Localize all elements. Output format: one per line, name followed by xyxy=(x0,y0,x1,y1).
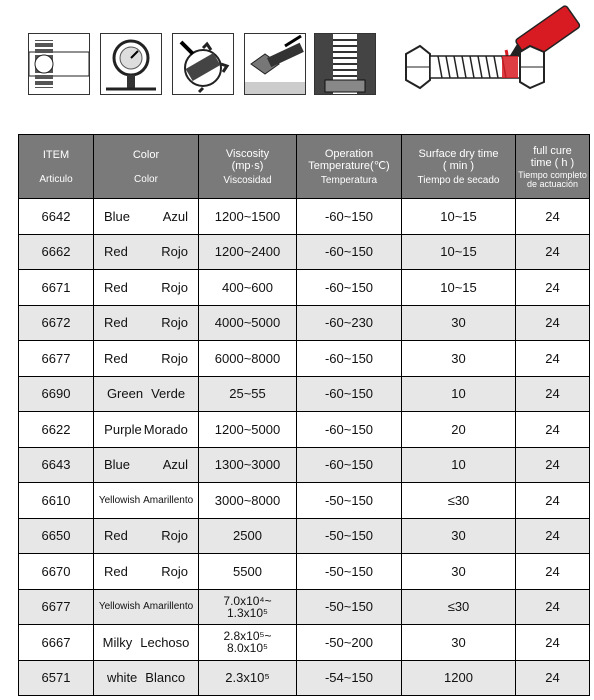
header-viscosity-en1: Viscosity xyxy=(225,147,270,160)
cell-cure-time: 24 xyxy=(516,270,590,306)
color-es: Verde xyxy=(151,386,186,402)
cell-item: 6650 xyxy=(19,518,94,554)
cell-viscosity: 1200~5000 xyxy=(199,412,297,448)
cell-temperature: -54~150 xyxy=(297,660,402,696)
cell-dry-time: 30 xyxy=(402,341,516,377)
table-row xyxy=(19,234,590,270)
color-en: Purple xyxy=(104,421,142,437)
cell-viscosity: 400~600 xyxy=(199,270,297,306)
cell-viscosity: 2.3x10⁵ xyxy=(199,660,297,696)
cell-cure-time: 24 xyxy=(516,660,590,696)
cell-dry-time: 10~15 xyxy=(402,199,516,235)
header-dry-en2: ( min ) xyxy=(442,159,475,172)
cell-cure-time: 24 xyxy=(516,412,590,448)
color-es: Rojo xyxy=(161,528,188,544)
header-cure-time xyxy=(516,135,590,199)
cell-cure-time: 24 xyxy=(516,234,590,270)
cell-color xyxy=(94,589,199,625)
color-en: Yellowish xyxy=(98,494,141,506)
cell-item: 6622 xyxy=(19,412,94,448)
cell-cure-time: 24 xyxy=(516,554,590,590)
cell-cure-time: 24 xyxy=(516,589,590,625)
cell-viscosity: 3000~8000 xyxy=(199,483,297,519)
table-row xyxy=(19,589,590,625)
cell-cure-time: 24 xyxy=(516,625,590,661)
cell-temperature: -60~150 xyxy=(297,376,402,412)
cell-dry-time: ≤30 xyxy=(402,589,516,625)
table-row xyxy=(19,305,590,341)
table-row xyxy=(19,554,590,590)
cell-dry-time: 30 xyxy=(402,554,516,590)
cell-temperature: -60~150 xyxy=(297,341,402,377)
product-spec-table xyxy=(18,134,590,696)
header-temperature-es: Temperatura xyxy=(320,174,378,186)
cell-temperature: -50~150 xyxy=(297,518,402,554)
cell-item: 6671 xyxy=(19,270,94,306)
cell-dry-time: 20 xyxy=(402,412,516,448)
cell-item: 6667 xyxy=(19,625,94,661)
header-temperature-en1: Operation xyxy=(324,147,374,160)
header-item-en: ITEM xyxy=(42,148,70,161)
header-color-es: Color xyxy=(134,173,158,185)
cell-color xyxy=(94,199,199,235)
color-es: Rojo xyxy=(161,563,188,579)
table-body xyxy=(19,199,590,696)
cell-viscosity: 2500 xyxy=(199,518,297,554)
cell-viscosity: 25~55 xyxy=(199,376,297,412)
header-item xyxy=(19,135,94,199)
cell-dry-time: 10 xyxy=(402,376,516,412)
cell-dry-time: 10~15 xyxy=(402,270,516,306)
table-row xyxy=(19,412,590,448)
color-en: Green xyxy=(106,386,144,402)
cell-color xyxy=(94,660,199,696)
color-es: Azul xyxy=(162,208,188,224)
color-es: Amarillento xyxy=(143,494,194,506)
cell-viscosity: 6000~8000 xyxy=(199,341,297,377)
header-cure-en2: time ( h ) xyxy=(530,156,575,169)
cell-dry-time: 30 xyxy=(402,625,516,661)
cell-color xyxy=(94,447,199,483)
cell-color xyxy=(94,483,199,519)
cell-color xyxy=(94,234,199,270)
color-en: Milky xyxy=(102,634,133,650)
color-en: Blue xyxy=(104,457,131,473)
header-color-en: Color xyxy=(132,148,160,161)
color-en: Red xyxy=(104,350,128,366)
color-es: Rojo xyxy=(161,350,188,366)
cell-cure-time: 24 xyxy=(516,518,590,554)
color-es: Blanco xyxy=(145,670,186,686)
header-color xyxy=(94,135,199,199)
bolted-flange-icon xyxy=(314,33,376,95)
header-cure-es2: de actuación xyxy=(526,178,579,189)
color-en: Red xyxy=(104,563,128,579)
table-row xyxy=(19,518,590,554)
cell-viscosity xyxy=(199,625,297,661)
header-dry-time xyxy=(402,135,516,199)
pressure-gauge-icon xyxy=(100,33,162,95)
cell-dry-time: 1200 xyxy=(402,660,516,696)
cell-item: 6670 xyxy=(19,554,94,590)
table-row xyxy=(19,660,590,696)
cell-temperature: -60~150 xyxy=(297,447,402,483)
cell-item: 6672 xyxy=(19,305,94,341)
cell-viscosity xyxy=(199,589,297,625)
header-cure-es1: Tiempo completo xyxy=(518,169,587,180)
cell-cure-time: 24 xyxy=(516,483,590,519)
color-es: Morado xyxy=(143,421,188,437)
header-temperature xyxy=(297,135,402,199)
table-row xyxy=(19,625,590,661)
cell-color xyxy=(94,270,199,306)
cell-item: 6643 xyxy=(19,447,94,483)
color-en: Blue xyxy=(104,208,131,224)
cell-viscosity: 4000~5000 xyxy=(199,305,297,341)
table-row xyxy=(19,376,590,412)
viscosity-line-2: 8.0x10⁵ xyxy=(226,641,268,656)
table-header xyxy=(19,135,590,199)
viscosity-line-2: 1.3x10⁵ xyxy=(226,605,268,620)
cell-item: 6642 xyxy=(19,199,94,235)
cell-temperature: -60~150 xyxy=(297,199,402,235)
color-en: white xyxy=(106,670,138,686)
gear-bolt-icon xyxy=(172,33,234,95)
table-row xyxy=(19,483,590,519)
cell-temperature: -60~150 xyxy=(297,234,402,270)
color-es: Rojo xyxy=(161,244,188,260)
bolt-nut-icon xyxy=(244,33,306,95)
header-viscosity xyxy=(199,135,297,199)
cell-dry-time: 30 xyxy=(402,518,516,554)
cell-color xyxy=(94,518,199,554)
header-dry-es: Tiempo de secado xyxy=(417,174,500,186)
cell-cure-time: 24 xyxy=(516,199,590,235)
color-en: Red xyxy=(104,244,128,260)
cell-temperature: -50~150 xyxy=(297,554,402,590)
cell-item: 6662 xyxy=(19,234,94,270)
color-es: Lechoso xyxy=(140,634,190,650)
color-es: Amarillento xyxy=(143,601,194,613)
header-viscosity-en2: (mp·s) xyxy=(231,159,264,172)
cell-temperature: -60~230 xyxy=(297,305,402,341)
table-row xyxy=(19,341,590,377)
color-en: Yellowish xyxy=(98,601,141,613)
header-temperature-en2: Temperature(℃) xyxy=(308,159,390,172)
header-dry-en1: Surface dry time xyxy=(418,147,499,160)
table-row xyxy=(19,447,590,483)
cell-color xyxy=(94,554,199,590)
cell-item: 6610 xyxy=(19,483,94,519)
cell-dry-time: ≤30 xyxy=(402,483,516,519)
cell-item: 6690 xyxy=(19,376,94,412)
viscosity-line-1: 2.8x10⁵~ xyxy=(223,629,272,644)
color-en: Red xyxy=(104,315,128,331)
application-icons xyxy=(0,0,594,110)
cell-color xyxy=(94,341,199,377)
color-es: Rojo xyxy=(161,279,188,295)
cell-dry-time: 30 xyxy=(402,305,516,341)
cell-temperature: -50~200 xyxy=(297,625,402,661)
cell-dry-time: 10~15 xyxy=(402,234,516,270)
color-en: Red xyxy=(104,528,128,544)
cell-viscosity: 5500 xyxy=(199,554,297,590)
table-row xyxy=(19,270,590,306)
threaded-pipe-icon xyxy=(28,33,90,95)
cell-dry-time: 10 xyxy=(402,447,516,483)
adhesive-tube-bolt-icon xyxy=(398,2,588,107)
cell-cure-time: 24 xyxy=(516,447,590,483)
header-viscosity-es: Viscosidad xyxy=(223,174,272,186)
cell-cure-time: 24 xyxy=(516,305,590,341)
color-es: Azul xyxy=(162,457,188,473)
viscosity-line-1: 7.0x10⁴~ xyxy=(223,593,272,608)
cell-color xyxy=(94,305,199,341)
cell-viscosity: 1200~2400 xyxy=(199,234,297,270)
cell-temperature: -60~150 xyxy=(297,412,402,448)
color-en: Red xyxy=(104,279,128,295)
cell-color xyxy=(94,376,199,412)
cell-item: 6677 xyxy=(19,589,94,625)
cell-cure-time: 24 xyxy=(516,376,590,412)
cell-viscosity: 1200~1500 xyxy=(199,199,297,235)
cell-temperature: -60~150 xyxy=(297,270,402,306)
header-item-es: Articulo xyxy=(39,173,73,185)
color-es: Rojo xyxy=(161,315,188,331)
cell-color xyxy=(94,412,199,448)
cell-temperature: -50~150 xyxy=(297,483,402,519)
cell-item: 6571 xyxy=(19,660,94,696)
table-row xyxy=(19,199,590,235)
cell-cure-time: 24 xyxy=(516,341,590,377)
cell-temperature: -50~150 xyxy=(297,589,402,625)
cell-viscosity: 1300~3000 xyxy=(199,447,297,483)
header-cure-en1: full cure xyxy=(533,144,572,157)
cell-color xyxy=(94,625,199,661)
cell-item: 6677 xyxy=(19,341,94,377)
